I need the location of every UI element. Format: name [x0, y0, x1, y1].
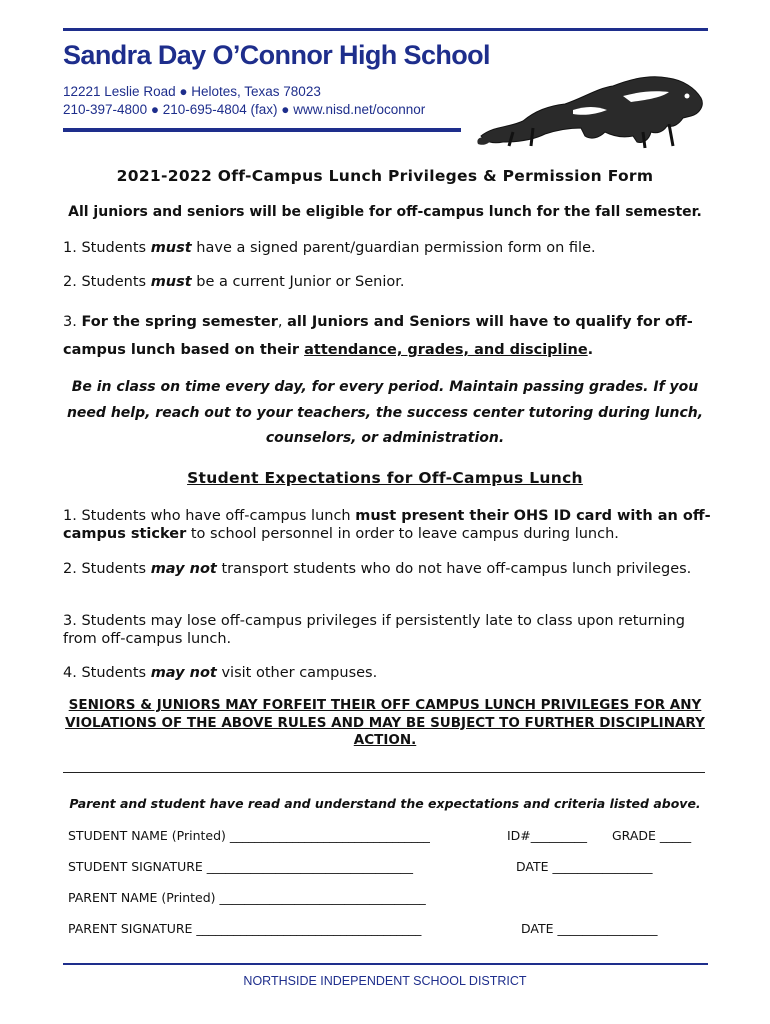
district-footer: NORTHSIDE INDEPENDENT SCHOOL DISTRICT [243, 974, 527, 988]
parent-signature-field[interactable]: PARENT SIGNATURE ____________________________________ [68, 921, 422, 936]
form-intro: All juniors and seniors will be eligible for off-campus lunch for the fall semester. [68, 204, 702, 220]
expectation-item-2: 2. Students may not transport students who do not have off-campus lunch privileges. [63, 561, 692, 577]
school-address: 12221 Leslie Road ● Helotes, Texas 78023 [63, 84, 321, 99]
rule-item-3: 3. For the spring semester, all Juniors and Seniors will have to qualify for off-campus lunch based on their attendance, grades, and discipline. [63, 314, 693, 358]
expectations-heading: Student Expectations for Off-Campus Lunch [187, 469, 583, 487]
rule-item-1: 1. Students must have a signed parent/guardian permission form on file. [63, 240, 596, 256]
panther-mascot-icon [473, 66, 708, 150]
student-date-field[interactable]: DATE ________________ [516, 859, 653, 874]
expectation-item-1: 1. Students who have off-campus lunch must present their OHS ID card with an off-campus sticker to school personnel in order to leave campus during lunch. [63, 508, 711, 542]
section-divider [63, 772, 705, 773]
violation-warning: SENIORS & JUNIORS MAY FORFEIT THEIR OFF CAMPUS LUNCH PRIVILEGES FOR ANY VIOLATIONS OF THE ABOVE RULES AND MAY BE SUBJECT TO FURTHER DISCIPLINARY ACTION. [65, 697, 705, 748]
form-title: 2021-2022 Off-Campus Lunch Privileges & Permission Form [116, 167, 654, 185]
footer-rule [63, 963, 708, 965]
parent-date-field[interactable]: DATE ________________ [521, 921, 658, 936]
student-name-field[interactable]: STUDENT NAME (Printed) ________________________________ [68, 828, 430, 843]
header-bottom-rule [63, 128, 461, 132]
acknowledgement-text: Parent and student have read and understand the expectations and criteria listed above. [69, 796, 701, 811]
header-top-rule [63, 28, 708, 31]
rule-item-2: 2. Students must be a current Junior or Senior. [63, 274, 405, 290]
student-id-field[interactable]: ID#_________ [507, 828, 588, 843]
school-contact: 210-397-4800 ● 210-695-4804 (fax) ● www.nisd.net/oconnor [63, 102, 426, 117]
student-signature-field[interactable]: STUDENT SIGNATURE _________________________________ [68, 859, 414, 874]
expectation-item-3: 3. Students may lose off-campus privileges if persistently late to class upon returning from off-campus lunch. [63, 613, 685, 647]
expectation-item-4: 4. Students may not visit other campuses. [63, 665, 378, 681]
grade-field[interactable]: GRADE _____ [612, 828, 692, 843]
school-name: Sandra Day O’Connor High School [63, 40, 490, 70]
academic-note: Be in class on time every day, for every period. Maintain passing grades. If you need help, reach out to your teachers, the success center tutoring during lunch, counselors, or administration. [66, 379, 704, 446]
parent-name-field[interactable]: PARENT NAME (Printed) _________________________________ [68, 890, 426, 905]
